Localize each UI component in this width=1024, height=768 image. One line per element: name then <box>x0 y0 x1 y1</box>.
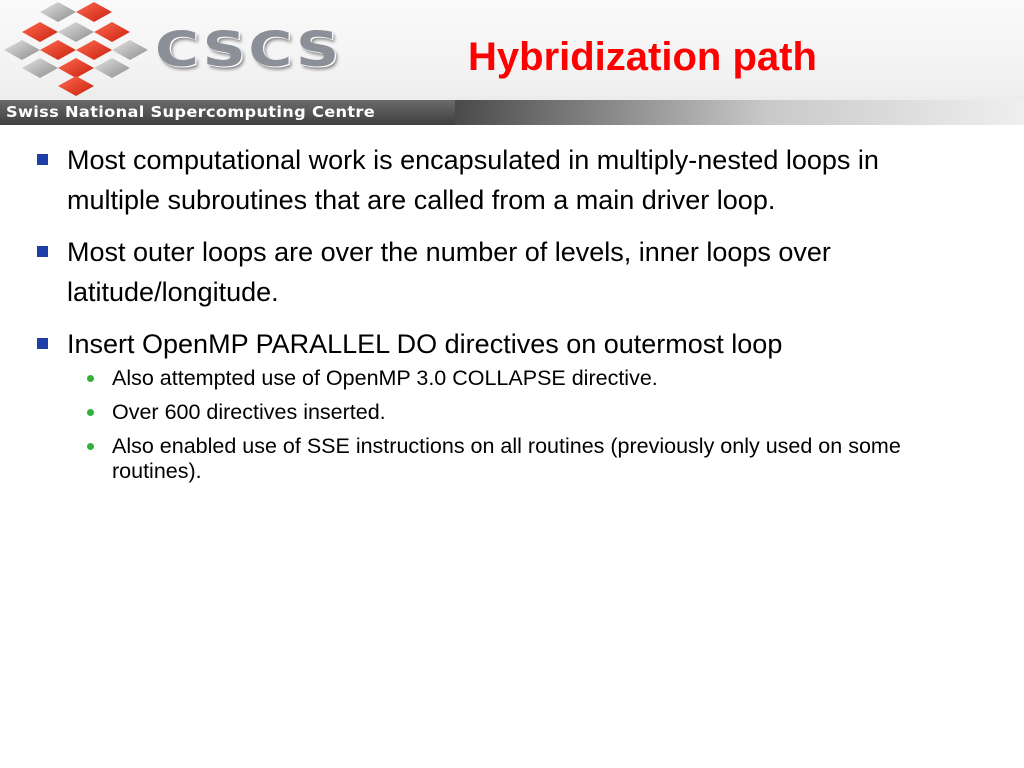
bullet-item <box>0 324 967 364</box>
bullet-item <box>0 140 967 220</box>
slide-header <box>0 0 1024 125</box>
banner-text: Swiss National Supercomputing Centre <box>6 103 376 121</box>
round-bullet-icon <box>87 375 94 382</box>
square-bullet-icon <box>37 246 48 257</box>
bullet-item <box>0 232 967 312</box>
sub-bullet-item <box>0 400 982 425</box>
square-bullet-icon <box>37 338 48 349</box>
sub-bullet-text: Also enabled use of SSE instructions on all routines (previously only used on some routines). <box>112 434 901 483</box>
bullet-text: Insert OpenMP PARALLEL DO directives on outermost loop <box>67 329 783 359</box>
slide-body <box>0 140 1024 484</box>
cscs-logo-text: CSCS <box>155 22 342 78</box>
bullet-text: Most computational work is encapsulated in multiply-nested loops in multiple subroutines that are called from a main driver loop. <box>67 145 879 215</box>
square-bullet-icon <box>37 154 48 165</box>
round-bullet-icon <box>87 409 94 416</box>
banner-fade <box>455 100 1024 125</box>
header-banner <box>0 100 1024 125</box>
cscs-cubes-logo-icon <box>0 0 160 100</box>
sub-bullet-item <box>0 434 982 484</box>
slide-title: Hybridization path <box>468 35 817 79</box>
bullet-text: Most outer loops are over the number of levels, inner loops over latitude/longitude. <box>67 237 831 307</box>
sub-bullet-item <box>0 366 982 391</box>
round-bullet-icon <box>87 443 94 450</box>
sub-bullet-text: Also attempted use of OpenMP 3.0 COLLAPSE directive. <box>112 366 658 390</box>
sub-bullet-text: Over 600 directives inserted. <box>112 400 386 424</box>
